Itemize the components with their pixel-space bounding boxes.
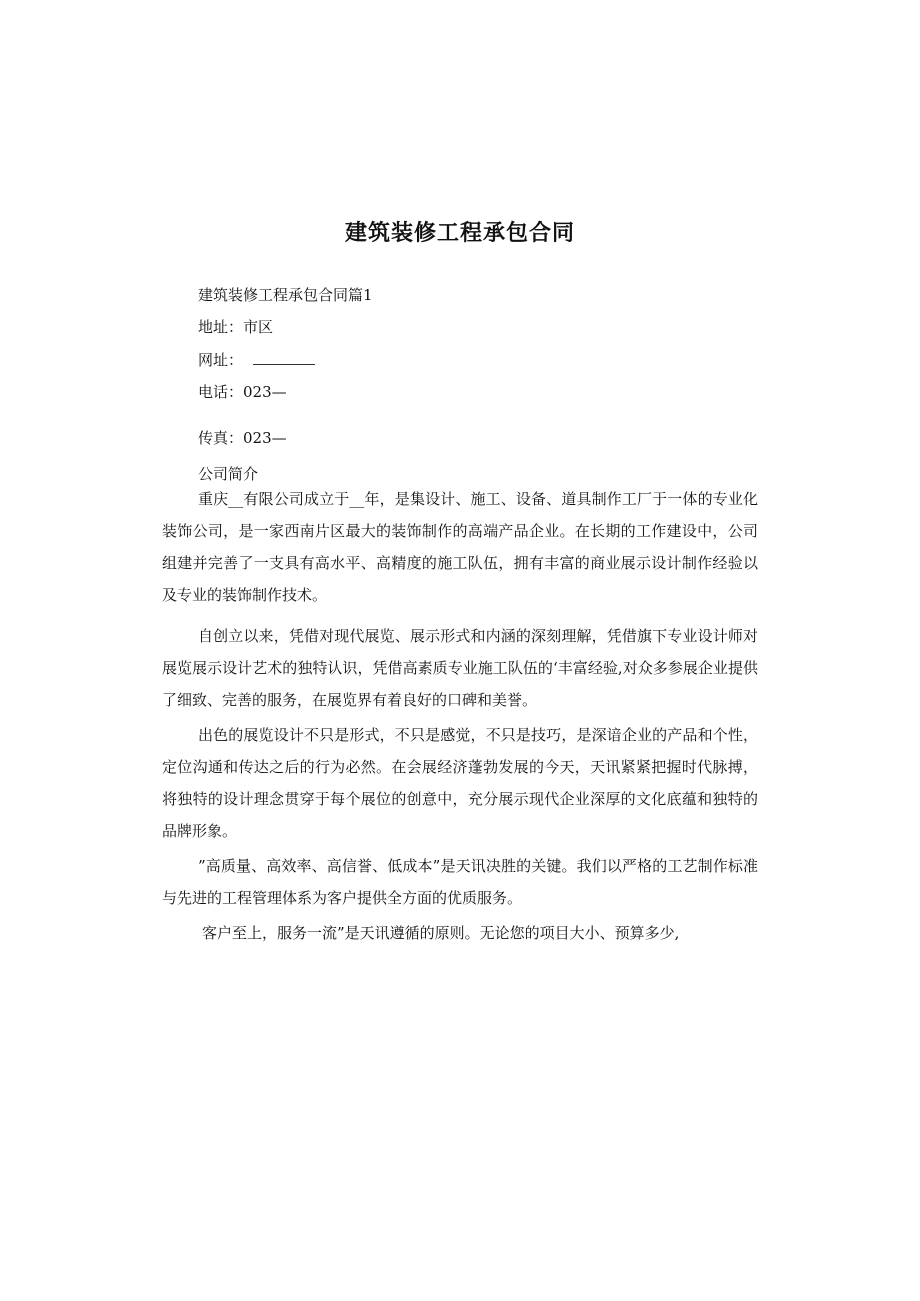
address-line: 地址：市区 <box>198 318 274 336</box>
website-line <box>198 350 315 370</box>
phone-line: 电话：023— <box>198 383 287 401</box>
document-title: 建筑装修工程承包合同 <box>344 221 575 246</box>
website-blank <box>253 352 315 365</box>
paragraph-quality-slogan: ”高质量、高效率、高信誉、低成本”是天讯决胜的关键。我们以严格的工艺制作标准与先进的工程管理体系为客户提供全方面的优质服务。 <box>162 857 758 907</box>
document-subtitle: 建筑装修工程承包合同篇1 <box>198 286 373 304</box>
website-label: 网址： <box>198 351 244 369</box>
paragraph-design-philosophy: 出色的展览设计不只是形式，不只是感觉，不只是技巧，是深谙企业的产品和个性，定位沟通和传达之后的行为必然。在会展经济蓬勃发展的今天，天讯紧紧把握时代脉搏，将独特的设计理念贯穿于每个展位的创意中，充分展示现代企业深厚的文化底蕴和独特的品牌形象。 <box>162 726 758 840</box>
intro-heading: 公司简介 <box>198 465 259 483</box>
paragraph-since-founding: 自创立以来，凭借对现代展览、展示形式和内涵的深刻理解，凭借旗下专业设计师对展览展示设计艺术的独特认识，凭借高素质专业施工队伍的‘丰富经验,对众多参展企业提供了细致、完善的服务，在展览界有着良好的口碑和美誉。 <box>162 627 758 709</box>
paragraph-company-intro: 重庆__有限公司成立于__年，是集设计、施工、设备、道具制作工厂于一体的专业化装饰公司，是一家西南片区最大的装饰制作的高端产品企业。在长期的工作建设中，公司组建并完善了一支具有高水平、高精度的施工队伍，拥有丰富的商业展示设计制作经验以及专业的装饰制作技术。 <box>162 490 758 604</box>
paragraph-customer-first: 客户至上，服务一流”是天讯遵循的原则。无论您的项目大小、预算多少, <box>202 924 680 942</box>
fax-line: 传真：023— <box>198 429 287 447</box>
